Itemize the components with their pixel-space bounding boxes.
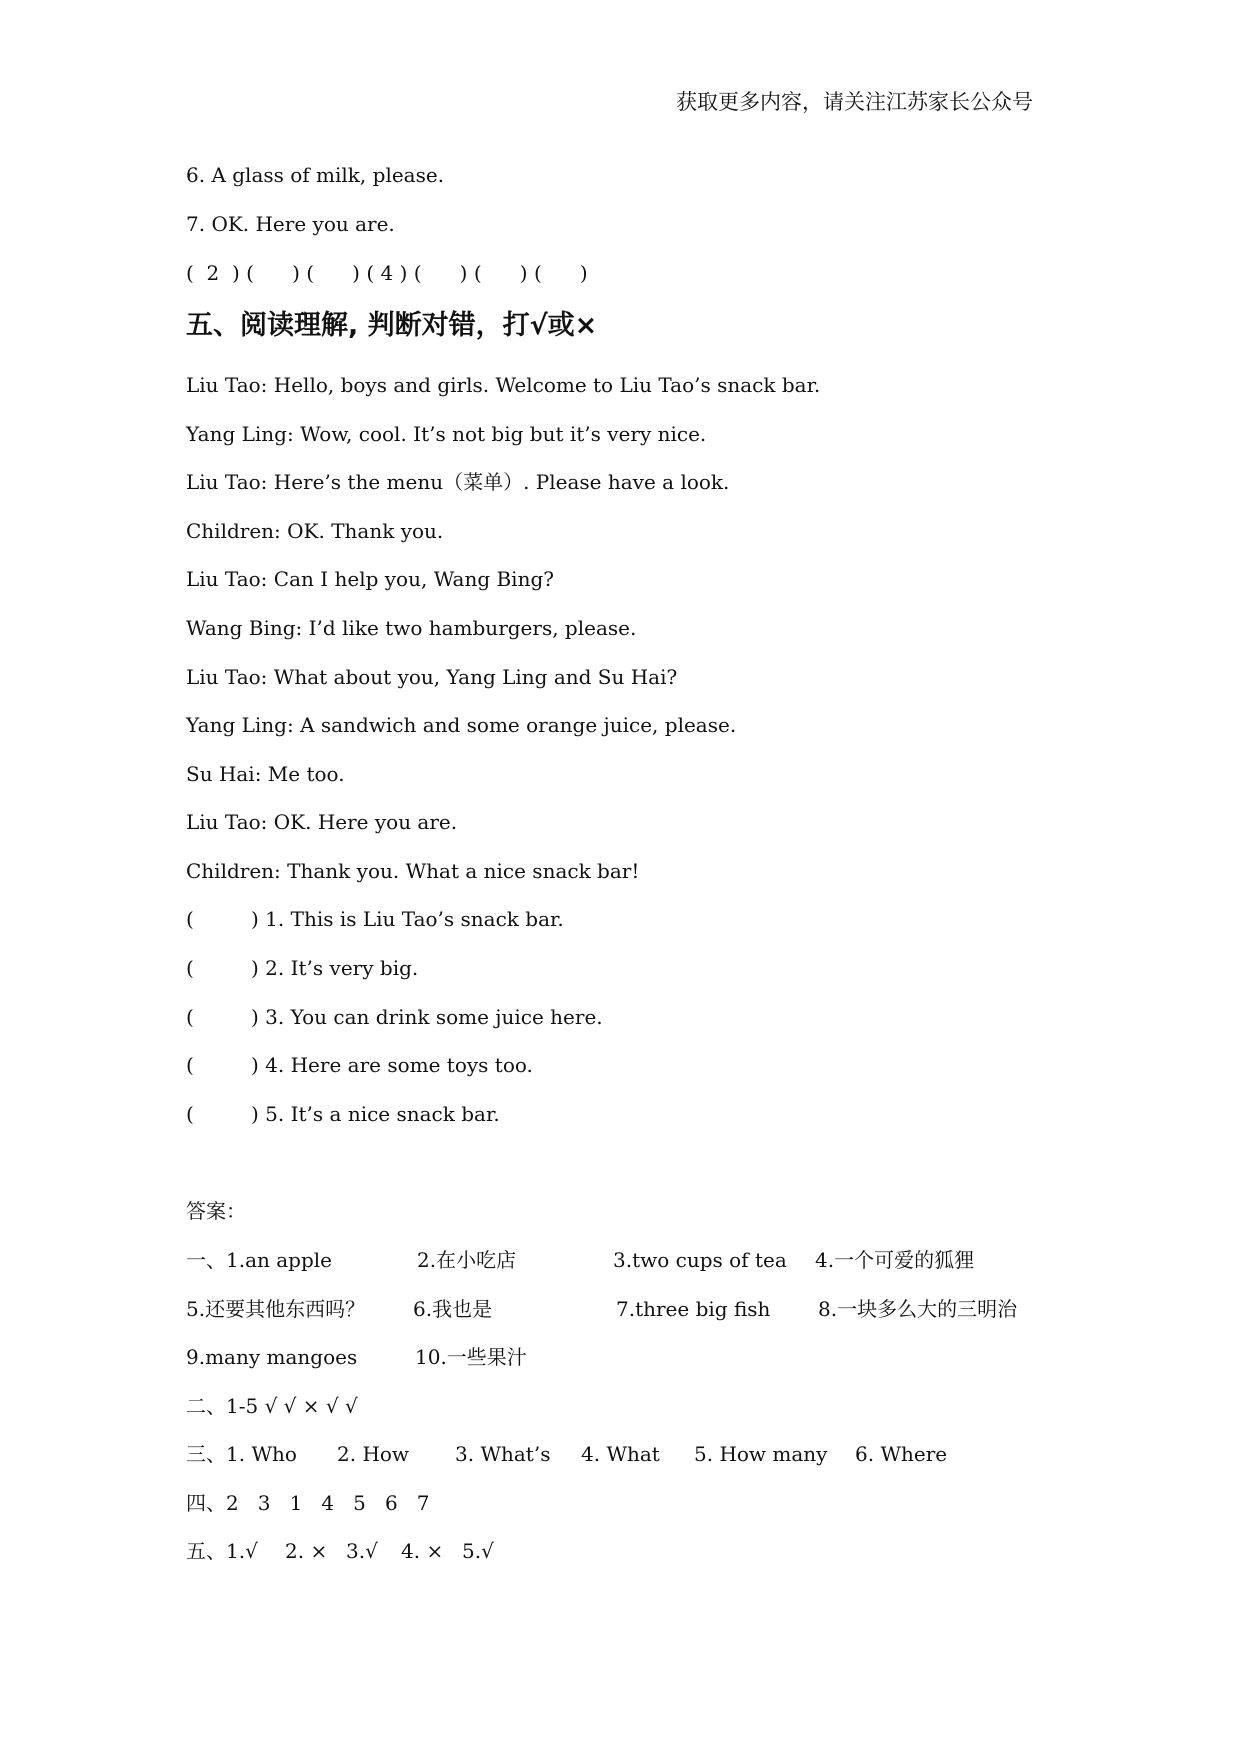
answer-1-10: 10.一些果汁 bbox=[415, 1345, 527, 1369]
answer-1-1: 一、1.an apple bbox=[186, 1248, 333, 1272]
item-6: 6. A glass of milk, please. bbox=[186, 163, 445, 187]
answers-title: 答案： bbox=[186, 1199, 246, 1223]
item-7: 7. OK. Here you are. bbox=[186, 212, 395, 236]
answer-3-3: 3. What’s bbox=[455, 1442, 551, 1466]
question-1: ( ) 1. This is Liu Tao’s snack bar. bbox=[186, 907, 564, 931]
dialogue-line: Liu Tao: Hello, boys and girls. Welcome to Liu Tao’s snack bar. bbox=[186, 373, 821, 397]
section-5-title: 五、阅读理解, 判断对错，打√或× bbox=[186, 310, 598, 341]
answer-3-4: 4. What bbox=[581, 1442, 660, 1466]
dialogue-line: Liu Tao: OK. Here you are. bbox=[186, 810, 458, 834]
answer-1-4: 4.一个可爱的狐狸 bbox=[815, 1248, 975, 1272]
answer-5-1: 五、1.√ bbox=[186, 1539, 258, 1563]
answer-1-2: 2.在小吃店 bbox=[417, 1248, 517, 1272]
dialogue-line: Children: Thank you. What a nice snack bar! bbox=[186, 859, 640, 883]
order-answer-line: ( 2 ) ( ) ( ) ( 4 ) ( ) ( ) ( ) bbox=[186, 261, 588, 285]
question-2: ( ) 2. It’s very big. bbox=[186, 956, 419, 980]
answer-1-5: 5.还要其他东西吗？ bbox=[186, 1297, 366, 1321]
answer-5-4: 4. × bbox=[401, 1539, 444, 1563]
answer-5-5: 5.√ bbox=[462, 1539, 494, 1563]
answer-3-1: 三、1. Who bbox=[186, 1442, 297, 1466]
answer-1-3: 3.two cups of tea bbox=[613, 1248, 787, 1272]
question-5: ( ) 5. It’s a nice snack bar. bbox=[186, 1102, 500, 1126]
dialogue-line: Liu Tao: Here’s the menu（菜单）. Please have a look. bbox=[186, 470, 730, 494]
answer-3-5: 5. How many bbox=[694, 1442, 828, 1466]
dialogue-line: Children: OK. Thank you. bbox=[186, 519, 444, 543]
answer-1-9: 9.many mangoes bbox=[186, 1345, 358, 1369]
dialogue-line: Liu Tao: What about you, Yang Ling and Su Hai? bbox=[186, 665, 678, 689]
dialogue-line: Yang Ling: Wow, cool. It’s not big but it’s very nice. bbox=[186, 422, 707, 446]
answer-5-3: 3.√ bbox=[346, 1539, 378, 1563]
answer-part-4: 四、2 3 1 4 5 6 7 bbox=[186, 1491, 430, 1515]
answer-part-2: 二、1-5 √ √ × √ √ bbox=[186, 1394, 358, 1418]
page-header: 获取更多内容，请关注江苏家长公众号 bbox=[676, 90, 1033, 114]
question-3: ( ) 3. You can drink some juice here. bbox=[186, 1005, 603, 1029]
answer-3-6: 6. Where bbox=[855, 1442, 948, 1466]
question-4: ( ) 4. Here are some toys too. bbox=[186, 1053, 533, 1077]
answer-1-7: 7.three big fish bbox=[616, 1297, 771, 1321]
answer-1-6: 6.我也是 bbox=[413, 1297, 493, 1321]
answer-3-2: 2. How bbox=[337, 1442, 410, 1466]
dialogue-line: Yang Ling: A sandwich and some orange juice, please. bbox=[186, 713, 737, 737]
dialogue-line: Wang Bing: I’d like two hamburgers, please. bbox=[186, 616, 637, 640]
dialogue-line: Su Hai: Me too. bbox=[186, 762, 345, 786]
dialogue-line: Liu Tao: Can I help you, Wang Bing? bbox=[186, 567, 554, 591]
answer-1-8: 8.一块多么大的三明治 bbox=[818, 1297, 1018, 1321]
answer-5-2: 2. × bbox=[285, 1539, 328, 1563]
